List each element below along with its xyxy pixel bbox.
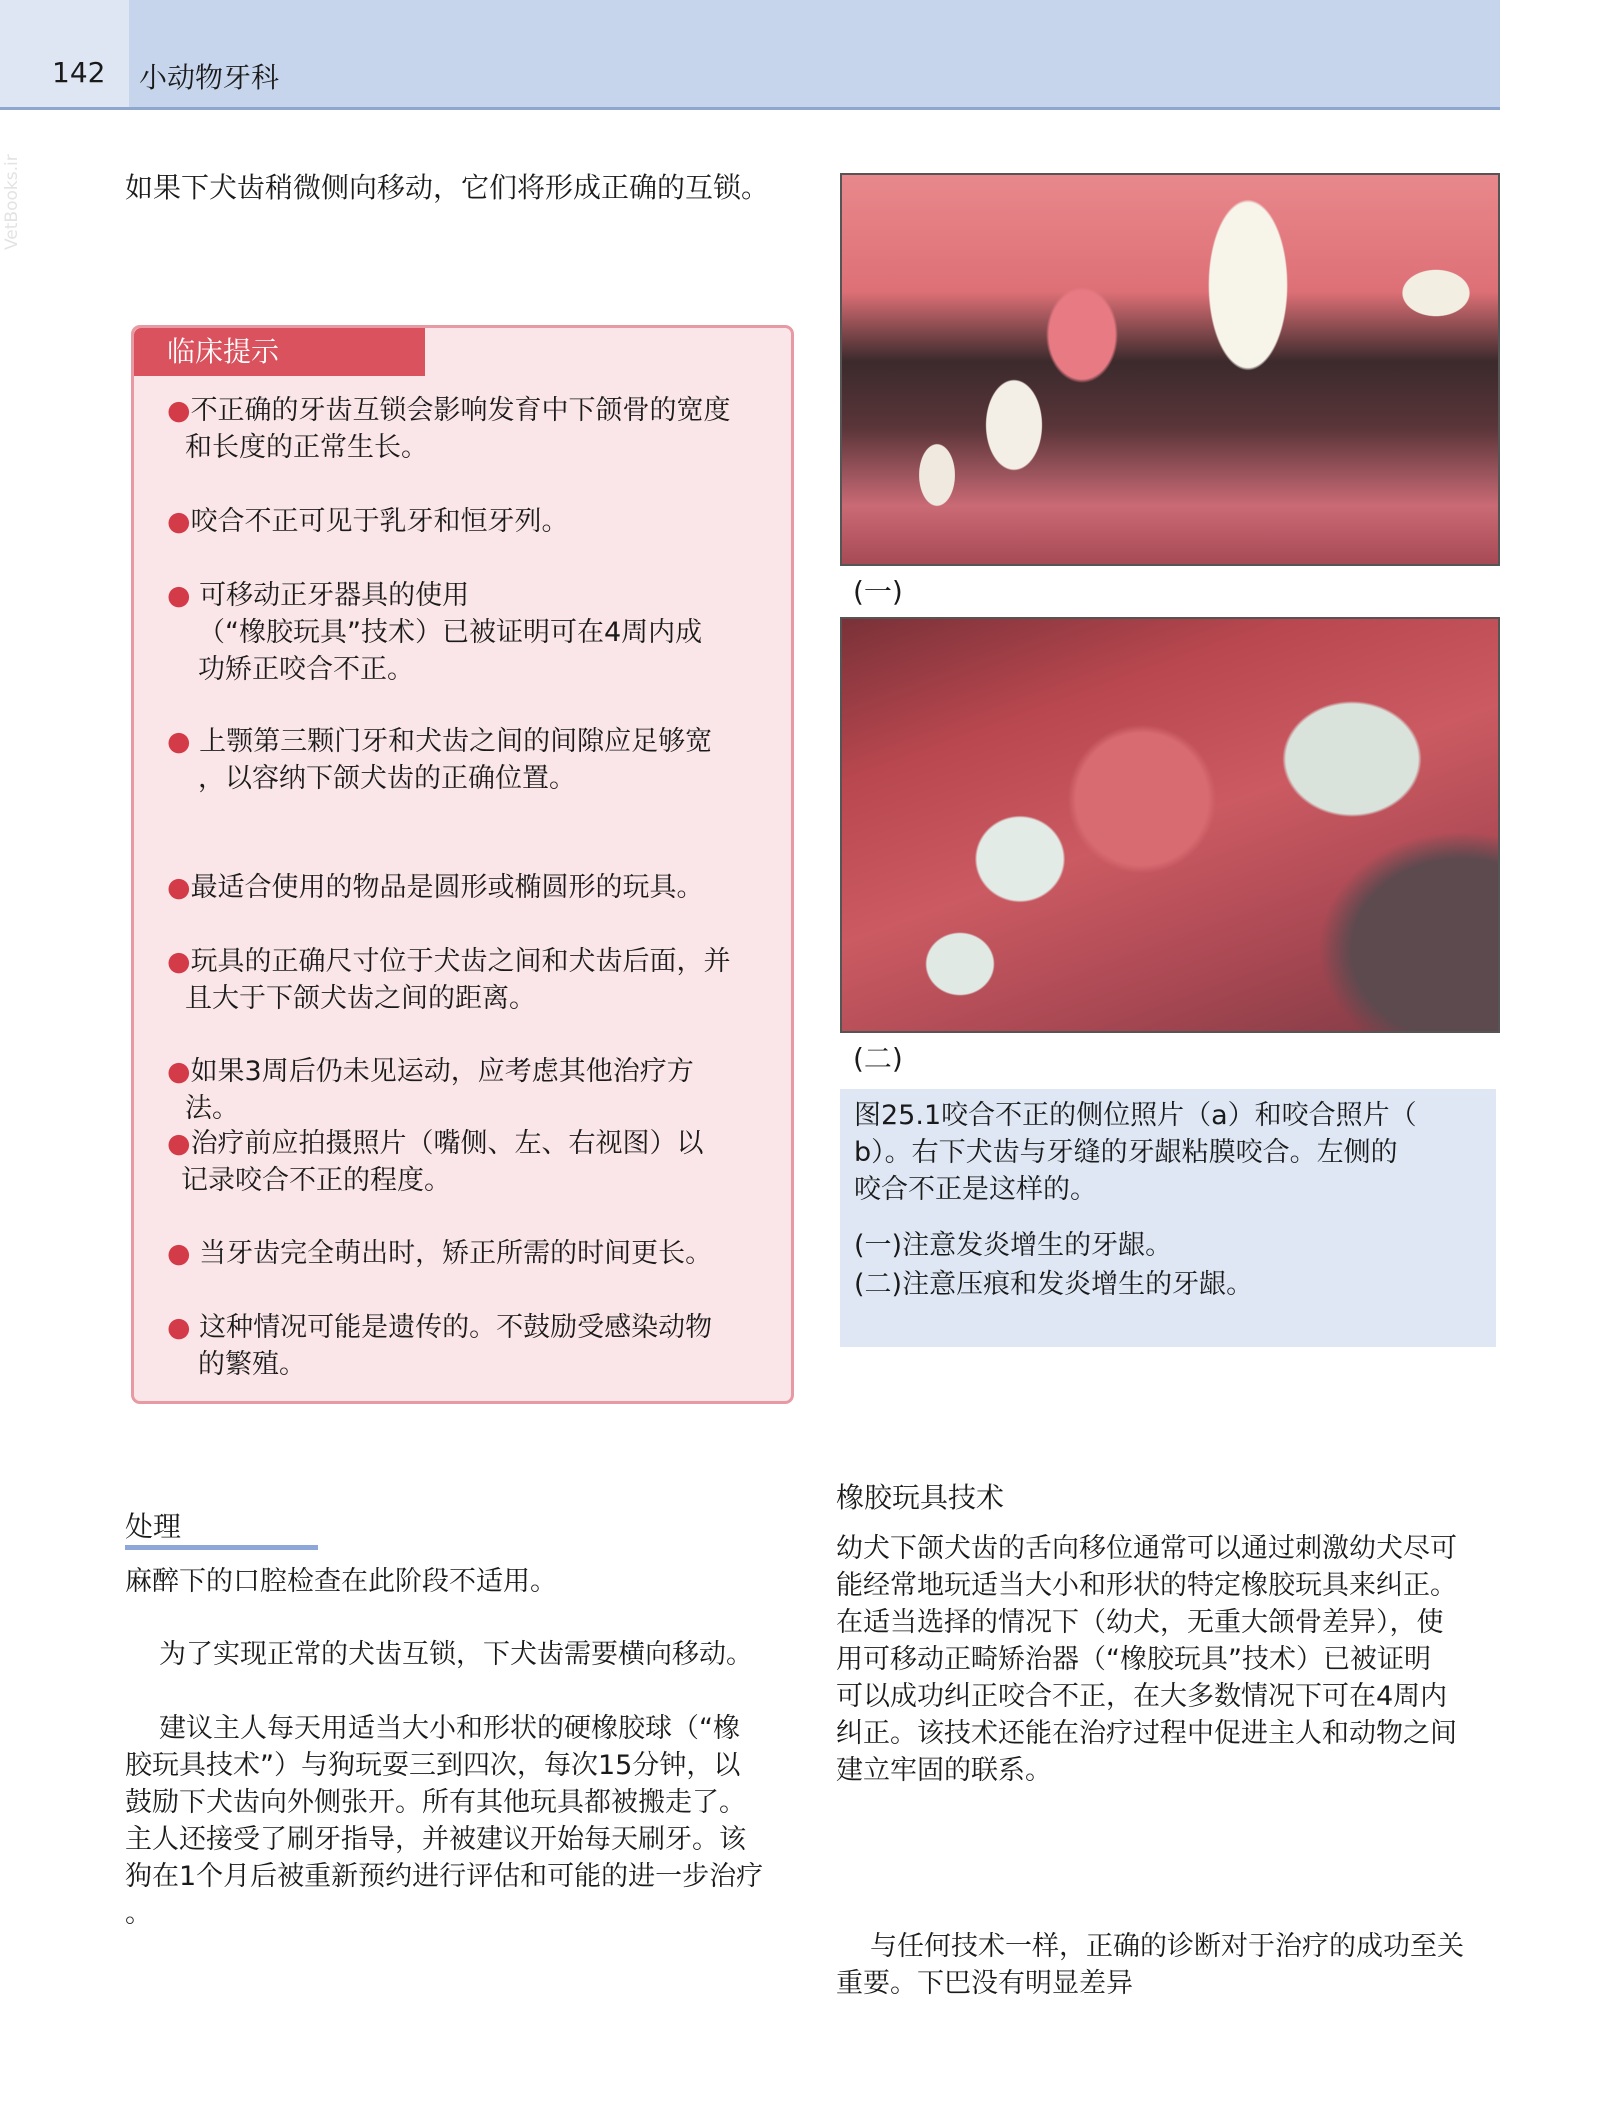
treatment-heading: 处理 — [125, 1510, 182, 1543]
tip-item — [167, 1309, 712, 1383]
tip-line: 记录咬合不正的程度。 — [181, 1165, 451, 1196]
figure-label-b: (二) — [853, 1042, 903, 1075]
bullet-icon: ● — [167, 506, 191, 537]
text-line: 纠正。该技术还能在治疗过程中促进主人和动物之间 — [836, 1718, 1457, 1749]
tip-line: 当牙齿完全萌出时，矫正所需的时间更长。 — [199, 1238, 713, 1269]
tip-item — [167, 577, 702, 688]
rubber-toy-paragraph — [836, 1530, 1457, 1789]
dental-photo-lateral — [840, 173, 1500, 566]
clinical-tips-box — [131, 325, 794, 1404]
tip-line: 和长度的正常生长。 — [185, 432, 428, 463]
watermark: VetBooks.ir — [2, 154, 22, 250]
tip-item — [167, 1053, 694, 1127]
text-line: 能经常地玩适当大小和形状的特定橡胶玩具来纠正。 — [836, 1570, 1457, 1601]
rubber-toy-heading: 橡胶玩具技术 — [836, 1481, 1005, 1514]
tip-line: 的繁殖。 — [198, 1349, 306, 1380]
caption-line: 咬合不正是这样的。 — [854, 1174, 1097, 1205]
tip-item — [167, 1235, 712, 1272]
bullet-icon: ● — [167, 1128, 191, 1159]
text-line: 与任何技术一样，正确的诊断对于治疗的成功至关 — [870, 1931, 1464, 1962]
page-number-box — [0, 0, 129, 107]
text-line: 建立牢固的联系。 — [836, 1755, 1052, 1786]
text-line: 主人还接受了刷牙指导，并被建议开始每天刷牙。该 — [125, 1824, 746, 1855]
dental-photo-occlusal — [840, 617, 1500, 1033]
text-line: 可以成功纠正咬合不正，在大多数情况下可在4周内 — [836, 1681, 1448, 1712]
figure-label-a: (一) — [853, 575, 903, 608]
text-line: 鼓励下犬齿向外侧张开。所有其他玩具都被搬走了。 — [125, 1787, 746, 1818]
text-line: 重要。下巴没有明显差异 — [836, 1968, 1133, 1999]
heading-underline — [125, 1545, 318, 1550]
text-line: 建议主人每天用适当大小和形状的硬橡胶球（“橡 — [159, 1713, 740, 1744]
text-line: 在适当选择的情况下（幼犬，无重大颌骨差异），使 — [836, 1607, 1444, 1638]
page-number: 142 — [52, 56, 106, 89]
tip-line: 最适合使用的物品是圆形或椭圆形的玩具。 — [190, 872, 704, 903]
intro-text: 如果下犬齿稍微侧向移动，它们将形成正确的互锁。 — [125, 171, 770, 204]
tip-line: 不正确的牙齿互锁会影响发育中下颌骨的宽度 — [190, 395, 731, 426]
treatment-paragraph: 为了实现正常的犬齿互锁，下犬齿需要横向移动。 — [159, 1639, 753, 1670]
tip-item — [167, 1125, 704, 1199]
caption-note-b: (二)注意压痕和发炎增生的牙龈。 — [854, 1269, 1254, 1300]
tip-line: 法。 — [185, 1093, 239, 1124]
tip-line: 可移动正牙器具的使用 — [199, 580, 470, 611]
tip-line: 功矫正咬合不正。 — [198, 654, 414, 685]
tip-item — [167, 723, 712, 797]
figure-caption-box — [840, 1089, 1496, 1347]
page-header — [0, 0, 1500, 110]
book-title: 小动物牙科 — [139, 61, 280, 94]
treatment-paragraph — [125, 1710, 763, 1932]
caption-line: b）。右下犬齿与牙缝的牙龈粘膜咬合。左侧的 — [854, 1137, 1398, 1168]
text-line: 用可移动正畸矫治器（“橡胶玩具”技术）已被证明 — [836, 1644, 1431, 1675]
bullet-icon: ● — [167, 395, 191, 426]
bullet-icon: ● — [167, 1312, 191, 1343]
clinical-tips-title: 临床提示 — [134, 328, 425, 376]
tip-item — [167, 392, 731, 466]
tip-line: 如果3周后仍未见运动，应考虑其他治疗方 — [190, 1056, 694, 1087]
caption-note-a: (一)注意发炎增生的牙龈。 — [854, 1230, 1173, 1261]
tip-line: 上颚第三颗门牙和犬齿之间的间隙应足够宽 — [199, 726, 713, 757]
tip-line: 咬合不正可见于乳牙和恒牙列。 — [190, 506, 569, 537]
tip-line: （“橡胶玩具”技术）已被证明可在4周内成 — [198, 617, 703, 648]
tip-line: 治疗前应拍摄照片（嘴侧、左、右视图）以 — [190, 1128, 704, 1159]
caption-line: 图25.1咬合不正的侧位照片（a）和咬合照片（ — [854, 1100, 1417, 1131]
tip-item — [167, 503, 569, 540]
bullet-icon: ● — [167, 1238, 191, 1269]
tip-line: 这种情况可能是遗传的。不鼓励受感染动物 — [199, 1312, 713, 1343]
treatment-paragraph: 麻醉下的口腔检查在此阶段不适用。 — [125, 1566, 557, 1597]
text-line: 狗在1个月后被重新预约进行评估和可能的进一步治疗 — [125, 1861, 764, 1892]
tip-line: 且大于下颌犬齿之间的距离。 — [185, 983, 536, 1014]
bullet-icon: ● — [167, 872, 191, 903]
text-line: 胶玩具技术”）与狗玩耍三到四次，每次15分钟，以 — [125, 1750, 741, 1781]
tip-item — [167, 869, 704, 906]
rubber-toy-paragraph — [836, 1928, 1464, 2002]
text-line: 。 — [125, 1898, 152, 1929]
tip-line: 玩具的正确尺寸位于犬齿之间和犬齿后面，并 — [190, 946, 731, 977]
bullet-icon: ● — [167, 1056, 191, 1087]
tip-line: ，以容纳下颌犬齿的正确位置。 — [198, 763, 576, 794]
bullet-icon: ● — [167, 580, 191, 611]
tip-item — [167, 943, 731, 1017]
bullet-icon: ● — [167, 726, 191, 757]
text-line: 幼犬下颌犬齿的舌向移位通常可以通过刺激幼犬尽可 — [836, 1533, 1457, 1564]
bullet-icon: ● — [167, 946, 191, 977]
